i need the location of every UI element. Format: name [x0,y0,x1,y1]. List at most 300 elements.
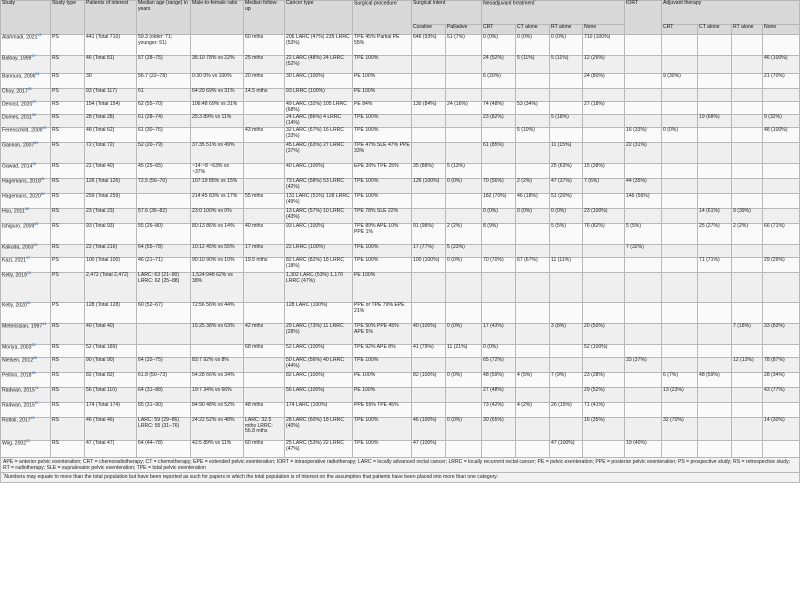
reference-link[interactable]: 11 [34,386,39,390]
cell-type: PS [51,273,85,303]
cell-iort [625,324,662,345]
cell-cancer: 24 LARC (86%) 4 LRRC (14%) [285,115,353,128]
study-name: Meterissian, 1997 [2,323,43,330]
cell-patients: 46 (Total 81) [85,56,137,74]
cell-act [698,74,732,89]
cell-cancer: 1,302 LARC (53%) 1,170 LRRC (47%) [285,273,353,303]
cell-pal: 11 (21%) [446,345,482,358]
cell-ct [516,89,550,102]
cell-ratio: 72:56 56% vs 44% [191,303,244,324]
cell-art [732,115,763,128]
cell-rt: 47 (100%) [550,441,583,458]
cell-fu [244,179,285,194]
cell-crt: 24 (52%) [482,56,516,74]
cell-cancer: 73 LARC (58%) 53 LRRC (42%) [285,179,353,194]
cell-ct: 5 (10%) [516,128,550,143]
reference-link[interactable]: 15 [26,271,31,275]
cell-patients: 40 (Total 40) [85,324,137,345]
cell-art: 12 (13%) [732,358,763,373]
footnote: *Numbers may equate to more than the total population but have been reported as such for papers in which the total population is of interest on the assumption that patients have been placed into more than one category. [1,473,800,483]
cell-cur: 130 (84%) [412,102,446,115]
cell-cancer: 56 LARC (100%) [285,388,353,403]
cell-iort [625,209,662,224]
cell-ct: 5 (11%) [516,56,550,74]
cell-pal [446,194,482,209]
cell-cur [412,89,446,102]
cell-proc: TPE 92% APE 8% [353,345,412,358]
cell-type: PS [51,35,85,56]
study-name: Moriya, 2003 [2,344,32,351]
cell-iort [625,74,662,89]
cell-iort [625,303,662,324]
table-row [1,258,800,273]
cell-crt [482,303,516,324]
cell-fu [244,373,285,388]
cell-act [698,89,732,102]
cell-pal: 0 (0%) [446,324,482,345]
sub-adj-rt: RT alone [732,25,763,35]
cell-patients: 259 (Total 259) [85,194,137,209]
reference-link[interactable]: 43 [30,416,35,420]
reference-link[interactable]: 50 [33,243,38,247]
cell-study [1,258,51,273]
cell-patients: 22 (Total 40) [85,164,137,179]
table-row [1,224,800,245]
reference-link[interactable]: 62 [40,192,45,196]
cell-art [732,441,763,458]
reference-link[interactable]: 44 [42,322,47,326]
cell-acrt [662,209,698,224]
cell-type: RS [51,115,85,128]
cell-fu [244,303,285,324]
cell-cancer: 22 LRRC (100%) [285,245,353,258]
reference-link[interactable]: 28 [32,162,37,166]
cell-cur: 126 (100%) [412,179,446,194]
cell-cur [412,74,446,89]
cell-fu [244,115,285,128]
cell-type: PS [51,89,85,102]
cell-patients: 154 (Total 154) [85,102,137,115]
cell-pal: 0 (0%) [446,258,482,273]
cell-art [732,179,763,194]
cell-art [732,373,763,388]
cell-acrt [662,358,698,373]
cell-none: 16 (35%) [583,418,625,441]
cell-crt: 48 (59%) [482,373,516,388]
cell-cur [412,403,446,418]
cell-art [732,164,763,179]
cell-art [732,273,763,303]
cell-act: 25 (27%) [698,224,732,245]
cell-patients: 2,472 (Total 2,472) [85,273,137,303]
table-body [1,35,800,458]
cell-fu: 14.5 mths [244,89,285,102]
sub-curative: Curative [412,25,446,35]
cell-study [1,324,51,345]
cell-ratio: 84:90 48% vs 52% [191,403,244,418]
cell-proc: TPE 89% APE 10% PPE 1% [353,224,412,245]
cell-proc: TPE 100% [353,179,412,194]
cell-ratio: 106:48 69% vs 31% [191,102,244,115]
reference-link[interactable]: 65 [31,343,36,347]
cell-crt: 0 (0%) [482,209,516,224]
col-iort: IORT [625,1,662,35]
cell-act [698,56,732,74]
reference-link[interactable]: 61 [40,177,45,181]
cell-cur: 35 (88%) [412,164,446,179]
cell-pal [446,56,482,74]
cell-study [1,128,51,143]
cell-iort [625,56,662,74]
cell-rt [550,345,583,358]
cell-ratio: 36:10 78% vs 22% [191,56,244,74]
cell-ratio: 83:7 92% vs 8% [191,358,244,373]
study-name: Nielsen, 2012 [2,357,34,364]
cell-patients: 47 (Total 47) [85,441,137,458]
cell-none: 24 (80%) [583,74,625,89]
cell-cur: 40 (100%) [412,324,446,345]
reference-link[interactable]: 60 [34,141,39,145]
cell-ratio: 107:19 85% vs 15% [191,179,244,194]
cell-fu [244,358,285,373]
abbreviations-note: APE = anterior pelvic exenteration; CRT = chemoradiotherapy; CT = chemotherapy; EPE = extended pelvic exenteration; IORT = intraoperative radiotherapy; LARC = locally advanced rectal cancer; LRRC = locally recurrent rectal cancer; PE = pelvic exenteration; PPE = posterior pelvic exenteration; PS = prospective study; RS = retrospective study; RT = radiotherapy; SLE = supralevator pelvic exenteration; TPE = total pelvic exenteration [1,458,800,473]
cell-ct [516,115,550,128]
cell-acrt [662,89,698,102]
reference-link[interactable]: 17 [31,54,36,58]
reference-link[interactable]: 59 [42,126,47,130]
cell-art [732,194,763,209]
cell-proc: TPE 100% [353,441,412,458]
cell-age: 46 (21–71) [137,258,191,273]
cell-study [1,345,51,358]
cell-patients: 128 (Total 128) [85,303,137,324]
cell-crt: 0 (0%) [482,345,516,358]
cell-act [698,35,732,56]
cell-study [1,388,51,403]
cell-age: 56.7 (22–78) [137,74,191,89]
cell-none [583,143,625,164]
cell-ct: 67 (67%) [516,258,550,273]
cell-patients: 93 (Total 117) [85,89,137,102]
study-name: Bannura, 2006 [2,73,36,80]
cell-patients: 126 (Total 126) [85,179,137,194]
study-name: Choy, 2017 [2,88,28,95]
cell-pal: 5 (23%) [446,245,482,258]
cell-rt [550,418,583,441]
cell-crt [482,441,516,458]
cell-acrt: 6 (7%) [662,373,698,388]
cell-age: 61.8 (50–73) [137,373,191,388]
cell-none [583,273,625,303]
cell-act: 14 (61%) [698,209,732,224]
cell-cancer: 40 LARC (100%) [285,164,353,179]
cell-rt [550,273,583,303]
cell-ratio: 1,524:948 62% vs 38% [191,273,244,303]
cell-art [732,102,763,115]
cell-fu: 20 mths [244,74,285,89]
reference-link[interactable]: 63 [34,222,39,226]
sub-adj-crt: CRT [662,25,698,35]
cell-anone: 33 (83%) [763,324,800,345]
cell-none [583,115,625,128]
cell-act [698,403,732,418]
cell-rt: 5 (5%) [550,224,583,245]
cell-age [137,324,191,345]
cell-patients: 23 (Total 23) [85,209,137,224]
cell-ratio: 24:22 52% vs 48% [191,418,244,441]
table-row [1,128,800,143]
cell-cur: 17 (77%) [412,245,446,258]
cell-pal [446,115,482,128]
cell-rt [550,303,583,324]
cell-anone: 21 (70%) [763,74,800,89]
reference-link[interactable]: 48 [31,371,36,375]
cell-act [698,143,732,164]
table-row [1,179,800,194]
sub-adj-ct: CT alone [698,25,732,35]
cell-art [732,418,763,441]
table-row [1,194,800,209]
cell-pal [446,403,482,418]
cell-rt: 11 (15%) [550,143,583,164]
cell-cancer: 28 LARC (60%) 18 LRRC (40%) [285,418,353,441]
cell-cancer: 82 LARC (82%) 18 LRRC (18%) [285,258,353,273]
cell-proc: PE 84% [353,102,412,115]
cell-iort: 33 (37%) [625,358,662,373]
reference-link[interactable]: 54 [35,72,40,76]
cell-patients: 30 [85,74,137,89]
reference-link[interactable]: 13 [37,33,42,37]
cell-fu: 17 mths [244,245,285,258]
cell-none: 27 (18%) [583,102,625,115]
cell-crt: 17 (43%) [482,324,516,345]
study-name: Kelly, 2019 [2,272,27,279]
cell-ratio: 10:12 45% vs 55% [191,245,244,258]
reference-link[interactable]: 66 [33,356,38,360]
cell-ct: 53 (34%) [516,102,550,115]
cell-proc: PPE or TPE 79% EPE 21% [353,303,412,324]
reference-link[interactable]: 57 [32,100,37,104]
cell-proc: TPE 100% [353,194,412,209]
cell-acrt: 0 (0%) [662,128,698,143]
reference-link[interactable]: 52 [26,439,31,443]
cell-art: 2 (2%) [732,224,763,245]
cell-type: RS [51,74,85,89]
sub-palliative: Palliative [446,25,482,35]
table-row [1,388,800,403]
cell-rt: 51 (20%) [550,194,583,209]
study-name: Gawad, 2014 [2,163,33,170]
cell-type: PS [51,258,85,273]
cell-pal: 0 (0%) [446,179,482,194]
cell-rt: 3 (8%) [550,324,583,345]
col-study-type: Study type [51,1,85,35]
cell-cur [412,388,446,403]
cell-type: RS [51,324,85,345]
table-row [1,56,800,74]
cell-fu: LARC: 32.5 mths LRRC: 56.8 mths [244,418,285,441]
cell-fu: 19.5 mths [244,258,285,273]
reference-link[interactable]: 51 [26,301,31,305]
cell-ratio [191,345,244,358]
cell-pal [446,303,482,324]
cell-study [1,418,51,441]
cell-acrt [662,143,698,164]
cell-iort [625,35,662,56]
cell-fu [244,209,285,224]
cell-ct: 4 (5%) [516,373,550,388]
table-row [1,345,800,358]
cell-rt [550,89,583,102]
table-row [1,209,800,224]
cell-pal [446,128,482,143]
cell-art: 7 (18%) [732,324,763,345]
cell-proc: TPE 100% [353,56,412,74]
study-name: Radwan, 2015 [2,402,35,409]
cell-patients: 52 (Total 189) [85,345,137,358]
cell-anone [763,273,800,303]
cell-anone: 29 (29%) [763,258,800,273]
table-header [1,1,800,35]
cell-crt [482,273,516,303]
cell-act [698,194,732,209]
cell-type: RS [51,345,85,358]
table-row [1,303,800,324]
cell-anone: 48 (100%) [763,128,800,143]
cell-iort [625,115,662,128]
cell-fu: 42 mths [244,324,285,345]
cell-acrt: 13 (23%) [662,388,698,403]
cell-patients: 46 (Total 46) [85,418,137,441]
cell-art [732,143,763,164]
cell-iort: 19 (40%) [625,441,662,458]
cell-art [732,35,763,56]
cell-patients: 100 (Total 100) [85,258,137,273]
cell-rt: 5 (11%) [550,56,583,74]
cell-fu: 48 mths [244,403,285,418]
cell-iort [625,273,662,303]
cell-patients: 48 (Total 62) [85,128,137,143]
cell-none [583,128,625,143]
cell-cur [412,56,446,74]
cell-cancer: 45 LARC (63%) 27 LRRC (37%) [285,143,353,164]
table-row [1,89,800,102]
cell-art [732,56,763,74]
cell-ct [516,441,550,458]
cell-ct [516,245,550,258]
cell-pal [446,89,482,102]
cell-none [583,245,625,258]
cell-pal: 51 (7%) [446,35,482,56]
cell-cur: 646 (93%) [412,35,446,56]
cell-none: 710 (100%) [583,35,625,56]
reference-link[interactable]: 55 [27,87,32,91]
cell-age: 45 (25–65) [137,164,191,179]
table-row [1,273,800,303]
cell-pal: 0 (0%) [446,373,482,388]
cell-anone [763,303,800,324]
table-row [1,358,800,373]
cell-cur: 46 (100%) [412,418,446,441]
cell-proc: PE 100% [353,373,412,388]
cell-crt [482,128,516,143]
cell-acrt [662,303,698,324]
reference-link[interactable]: 58 [31,113,36,117]
cell-age: 61 [137,89,191,102]
cell-cancer: 128 LARC (100%) [285,303,353,324]
cell-age: 65 (31–90) [137,403,191,418]
cell-ct [516,303,550,324]
cell-cur: 47 (100%) [412,441,446,458]
cell-acrt [662,273,698,303]
cell-crt: 61 (85%) [482,143,516,164]
table-row [1,418,800,441]
cell-cancer: 30 LARC (100%) [285,74,353,89]
reference-link[interactable]: 58 [24,207,29,211]
cell-study [1,373,51,388]
cell-proc: EPE 30% TPE 25% [353,164,412,179]
col-adjuvant: Adjuvant therapy [662,1,800,25]
cell-rt [550,388,583,403]
cell-act [698,179,732,194]
cell-fu: 60 mths [244,35,285,56]
table-row [1,403,800,418]
col-neoadjuvant: Neoadjuvant treatment* [482,1,625,25]
cell-pal: 24 (16%) [446,102,482,115]
cell-act [698,273,732,303]
cell-cur: 82 (100%) [412,373,446,388]
cell-age [137,345,191,358]
cell-age: 62 (55–70) [137,102,191,115]
cell-act [698,164,732,179]
table-row [1,324,800,345]
cell-proc: PE 100% [353,74,412,89]
study-name: Radwan, 2015 [2,387,35,394]
cell-pal: 5 (13%) [446,164,482,179]
cell-patients: 22 (Total 216) [85,245,137,258]
cell-patients: 28 (Total 28) [85,115,137,128]
cell-ct: 0 (0%) [516,35,550,56]
reference-link[interactable]: 67 [34,401,39,405]
cell-ct [516,74,550,89]
cell-age: 57.6 (36–82) [137,209,191,224]
study-name: Wiig, 2002 [2,440,27,447]
cell-type: RS [51,102,85,115]
cell-anone [763,143,800,164]
cell-ratio: 23:0 100% vs 0% [191,209,244,224]
study-name: Denost, 2020 [2,101,33,108]
study-name: Ishiguro, 2009 [2,223,35,230]
reference-link[interactable]: 47 [26,256,31,260]
cell-act [698,388,732,403]
cell-crt: 73 (42%) [482,403,516,418]
cell-study [1,303,51,324]
cell-anone [763,164,800,179]
cell-rt [550,74,583,89]
cell-crt: 23 (82%) [482,115,516,128]
cell-age: LARC: 63 (21–90) LRRC: 62 (25–88) [137,273,191,303]
cell-anone: 78 (87%) [763,358,800,373]
cell-cur [412,194,446,209]
cell-fu: 25 mths [244,56,285,74]
cell-rt: 25 (63%) [550,164,583,179]
col-study: Study [1,1,51,35]
cell-none: 29 (52%) [583,388,625,403]
study-name: Hagemans, 2020 [2,193,41,200]
cell-ratio: 0:30 0% vs 100% [191,74,244,89]
cell-art [732,403,763,418]
cell-pal: 2 (2%) [446,224,482,245]
